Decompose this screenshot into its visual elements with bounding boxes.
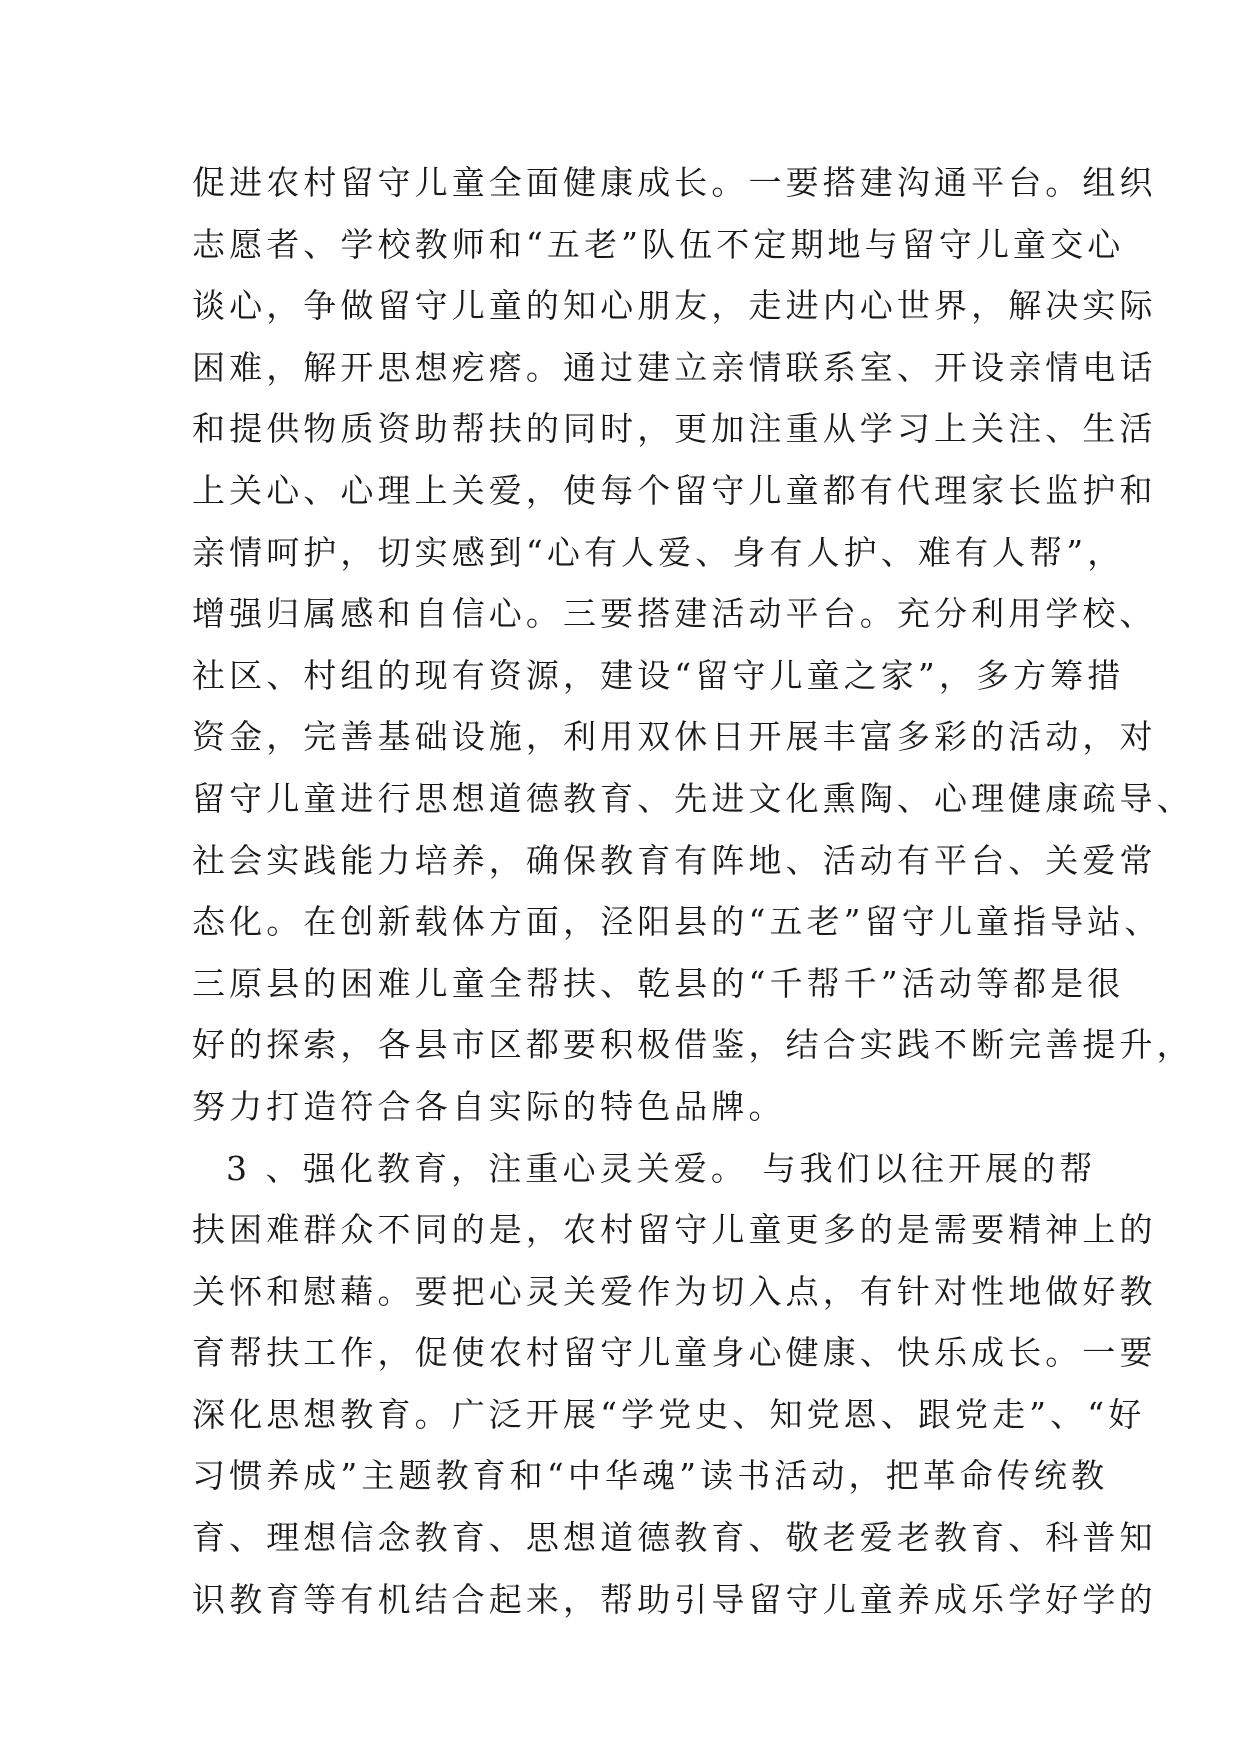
- text-line: 促进农村留守儿童全面健康成长。一要搭建沟通平台。组织: [192, 163, 1157, 202]
- text-line: 扶困难群众不同的是，农村留守儿童更多的是需要精神上的: [192, 1210, 1157, 1250]
- text-line: 好的探索，各县市区都要积极借鉴，结合实践不断完善提升，: [192, 1025, 1194, 1065]
- text-line: 社会实践能力培养，确保教育有阵地、活动有平台、关爱常: [192, 840, 1157, 880]
- text-line: 和提供物质资助帮扶的同时，更加注重从学习上关注、生活: [192, 409, 1157, 449]
- text-line: 关怀和慰藉。要把心灵关爱作为切入点，有针对性地做好教: [192, 1271, 1157, 1311]
- text-line: 社区、村组的现有资源，建设“留守儿童之家”，多方筹措: [192, 655, 1125, 695]
- text-line: 三原县的困难儿童全帮扶、乾县的“千帮千”活动等都是很: [192, 963, 1125, 1003]
- section-heading-line: 3 、强化教育，注重心灵关爱。 与我们以往开展的帮: [226, 1148, 1097, 1188]
- text-line: 亲情呵护，切实感到“心有人爱、身有人护、难有人帮”，: [192, 532, 1125, 572]
- text-line: 增强归属感和自信心。三要搭建活动平台。充分利用学校、: [192, 594, 1157, 634]
- text-line: 上关心、心理上关爱，使每个留守儿童都有代理家长监护和: [192, 470, 1157, 510]
- body-text: [192, 152, 1194, 1630]
- text-line: 态化。在创新载体方面，泾阳县的“五老”留守儿童指导站、: [192, 902, 1162, 942]
- text-line: 识教育等有机结合起来，帮助引导留守儿童养成乐学好学的: [192, 1579, 1157, 1619]
- text-line: 志愿者、学校教师和“五老”队伍不定期地与留守儿童交心: [192, 224, 1125, 264]
- text-line: 资金，完善基础设施，利用双休日开展丰富多彩的活动，对: [192, 717, 1157, 757]
- text-line: 育、理想信念教育、思想道德教育、敬老爱老教育、科普知: [192, 1518, 1157, 1558]
- text-line: 谈心，争做留守儿童的知心朋友，走进内心世界，解决实际: [192, 286, 1157, 326]
- text-line: 努力打造符合各自实际的特色品牌。: [192, 1086, 786, 1126]
- text-line: 育帮扶工作，促使农村留守儿童身心健康、快乐成长。一要: [192, 1333, 1157, 1373]
- text-line: 深化思想教育。广泛开展“学党史、知党恩、跟党走”、“好: [192, 1394, 1146, 1434]
- text-line: 困难，解开思想疙瘩。通过建立亲情联系室、开设亲情电话: [192, 347, 1157, 387]
- text-line: 留守儿童进行思想道德教育、先进文化熏陶、心理健康疏导、: [192, 778, 1194, 818]
- text-line: 习惯养成”主题教育和“中华魂”读书活动，把革命传统教: [192, 1456, 1109, 1496]
